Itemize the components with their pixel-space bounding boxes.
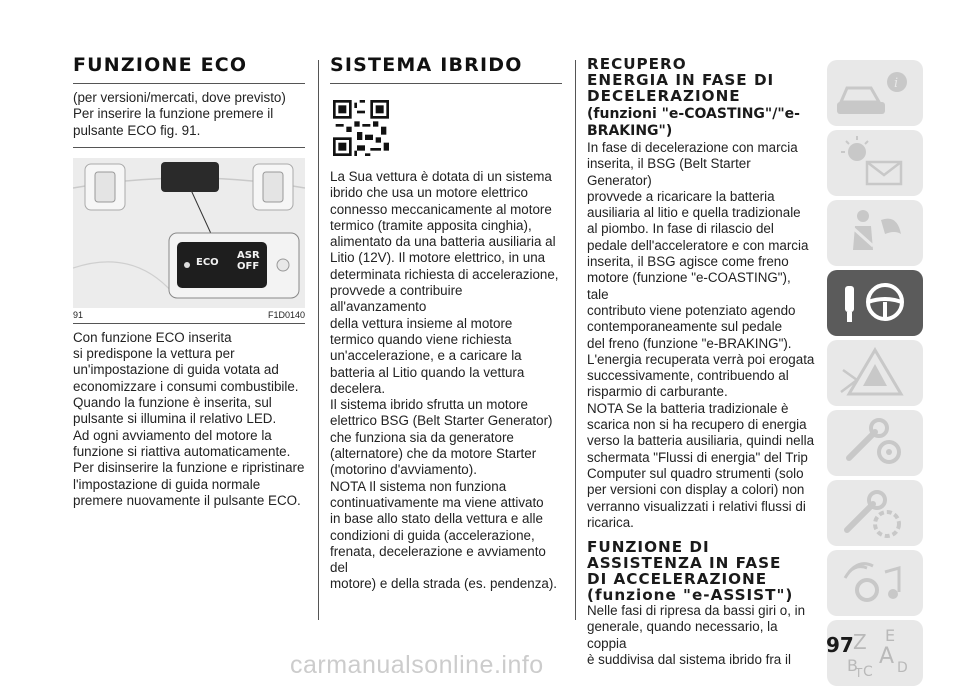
column-eco [73,56,305,509]
text-line: è suddivisa dal sistema ibrido fra il [587,652,791,668]
text-line: Computer sul quadro strumenti (solo [587,465,804,481]
text-line: al piombo. In fase di rilascio del [587,221,774,237]
tab-spie-messaggi[interactable] [827,130,923,196]
ibrido-body [330,169,562,593]
e-assist-body [587,603,815,668]
asr-off-label [237,250,260,272]
text-line: Quando la funzione è inserita, sul [73,395,272,411]
text-line: verranno visualizzati i relativi flussi di [587,498,806,514]
text-line: termico (tramite apposita cinghia), [330,217,532,233]
heading-line: DECELERAZIONE [587,87,741,105]
text-line: batteria al Litio quando la vettura [330,364,525,380]
recupero-body [587,140,815,531]
car-info-icon [827,60,923,126]
tab-multimedia[interactable] [827,550,923,616]
text-line: del freno (funzione "e-BRAKING"). [587,335,792,351]
figure-number: 91 [73,309,84,320]
text-line: elettrico BSG (Belt Starter Generator) [330,413,553,429]
key-steering-icon [827,270,923,336]
column-recupero-energia [587,56,815,668]
heading-line: ENERGIA IN FASE DI [587,71,775,89]
text-line: alimentato da una batteria ausiliaria al [330,234,556,250]
index-letter: E [885,626,896,645]
text-line: (alternatore) che da motore Starter [330,446,537,462]
text-line: economizzare i consumi combustibile. [73,378,299,394]
tab-conoscenza-vettura[interactable] [827,60,923,126]
text-line: La Sua vettura è dotata di un sistema [330,169,552,184]
text-line: si predispone la vettura per [73,346,235,362]
figure-rule [73,323,305,324]
text-line: premere nuovamente il pulsante ECO. [73,492,301,508]
text-line: (motorino d'avviamento). [330,462,477,478]
chapter-tabs [827,60,923,690]
text-line: Per disinserire la funzione e ripristinare [73,460,305,476]
data-wrench-icon [827,480,923,546]
subheading-line: BRAKING") [587,123,673,139]
eco-button-label: ECO [196,256,219,268]
text-line: verso la batteria ausiliaria, quindi nella [587,433,815,449]
text-line: motore) e della strada (es. pendenza). [330,576,558,592]
text-line: Il sistema ibrido sfrutta un motore [330,397,528,413]
subheading-e-coasting [587,106,815,140]
safety-belt-icon [827,200,923,266]
text-line: inserita, il BSG agisce come freno [587,254,789,270]
column-divider [575,60,576,620]
text-line: che funziona sia da generatore [330,429,514,445]
index-letter: B [847,656,858,675]
figure-code: F1D0140 [267,309,305,320]
eco-body [73,330,305,509]
text-line: schermata "Flussi di energia" del Trip [587,449,808,465]
tab-dati-tecnici[interactable] [827,480,923,546]
text-line: per versioni con display a colori) non [587,482,805,498]
warning-light-icon [827,130,923,196]
text-line: successivamente, contribuendo al [587,368,789,384]
text-line: provvede a contribuire all'avanzamento [330,283,463,315]
text-line: determinata richiesta di accelerazione, [330,266,559,282]
text-line: l'impostazione di guida normale [73,476,261,492]
column-divider [318,60,319,620]
heading-e-assist [587,539,815,603]
text-line: NOTA Se la batteria tradizionale è [587,400,789,416]
text-line: un'impostazione di guida votata ad [73,362,279,378]
index-letter: A [879,644,895,669]
text-line: connesso meccanicamente al motore [330,201,552,217]
heading-recupero-energia [587,56,815,104]
tab-emergenza[interactable] [827,340,923,406]
off-label: OFF [237,260,260,272]
text-line: funzione si riattiva automaticamente. [73,443,291,459]
column-sistema-ibrido [330,56,562,593]
eco-intro [73,90,305,139]
text-line: generale, quando necessario, la coppia [587,619,778,651]
emergency-triangle-icon [827,340,923,406]
text-line: L'energia recuperata verrà poi erogata [587,351,815,367]
qr-code-icon [333,100,389,156]
multimedia-icon [827,550,923,616]
text-line: contemporaneamente sul pedale [587,319,783,335]
text-line: inserita, il BSG (Belt Starter Generator) [587,156,751,188]
heading-line: (funzione "e-ASSIST") [587,586,794,605]
eco-button-illustration [73,158,305,308]
text-line: (per versioni/mercati, dove previsto) [73,90,286,105]
text-line: pedale dell'acceleratore e con marcia [587,237,809,253]
maintenance-wrench-icon [827,410,923,476]
text-line: pulsante ECO fig. 91. [73,122,201,138]
text-line: scarica non si ha recupero di energia [587,417,807,433]
text-line: Ad ogni avviamento del motore la [73,427,272,443]
index-letter: T [855,666,863,680]
subheading-line: (funzioni "e-COASTING"/"e- [587,106,800,122]
text-line: in base allo stato della vettura e alle [330,511,543,527]
index-letter: Z [853,630,867,654]
text-line: In fase di decelerazione con marcia [587,140,798,155]
heading-line: RECUPERO [587,55,687,73]
heading-sistema-ibrido: SISTEMA IBRIDO [330,54,523,76]
text-line: della vettura insieme al motore [330,315,513,331]
heading-rule [330,83,562,84]
asr-label: ASR [237,249,260,261]
tab-manutenzione[interactable] [827,410,923,476]
figure-caption [73,310,305,320]
text-line: NOTA Il sistema non funziona [330,478,507,494]
text-line: condizioni di guida (accelerazione, [330,527,535,543]
text-line: Per inserire la funzione premere il [73,106,274,122]
heading-funzione-eco: FUNZIONE ECO [73,54,248,76]
svg-text:i: i [894,76,899,91]
figure-eco-button [73,158,305,308]
text-line: Nelle fasi di ripresa da bassi giri o, in [587,603,806,619]
text-line: contributo viene potenziato agendo [587,302,796,318]
watermark-text: carmanualsonline.info [290,651,544,679]
tab-avviamento-guida[interactable] [827,270,923,336]
text-line: termico quando viene richiesta [330,331,512,347]
text-line: ibrido che usa un motore elettrico [330,185,528,201]
text-line: provvede a ricaricare la batteria [587,188,775,204]
page-number: 97 [826,633,854,657]
text-line: un'accelerazione, e a caricare la [330,348,522,364]
text-line: risparmio di carburante. [587,384,728,400]
text-line: ausiliaria al litio e quella tradizionale [587,205,801,221]
heading-line: ASSISTENZA IN FASE [587,554,782,573]
text-line: motore (funzione "e-COASTING"), tale [587,270,791,302]
index-letter: C [863,664,873,680]
text-line: Litio (12V). Il motore elettrico, in una [330,250,546,266]
text-line: continuativamente ma viene attivato [330,494,544,510]
heading-rule [73,83,305,84]
heading-line: DI ACCELERAZIONE [587,570,768,589]
tab-sicurezza[interactable] [827,200,923,266]
intro-rule [73,147,305,148]
text-line: pulsante si illumina il relativo LED. [73,411,277,427]
text-line: frenata, decelerazione e avviamento del [330,543,546,576]
heading-line: FUNZIONE DI [587,538,710,557]
text-line: Con funzione ECO inserita [73,329,232,345]
index-letter: D [897,660,908,676]
text-line: ricarica. [587,514,634,530]
text-line: decelera. [330,380,386,396]
